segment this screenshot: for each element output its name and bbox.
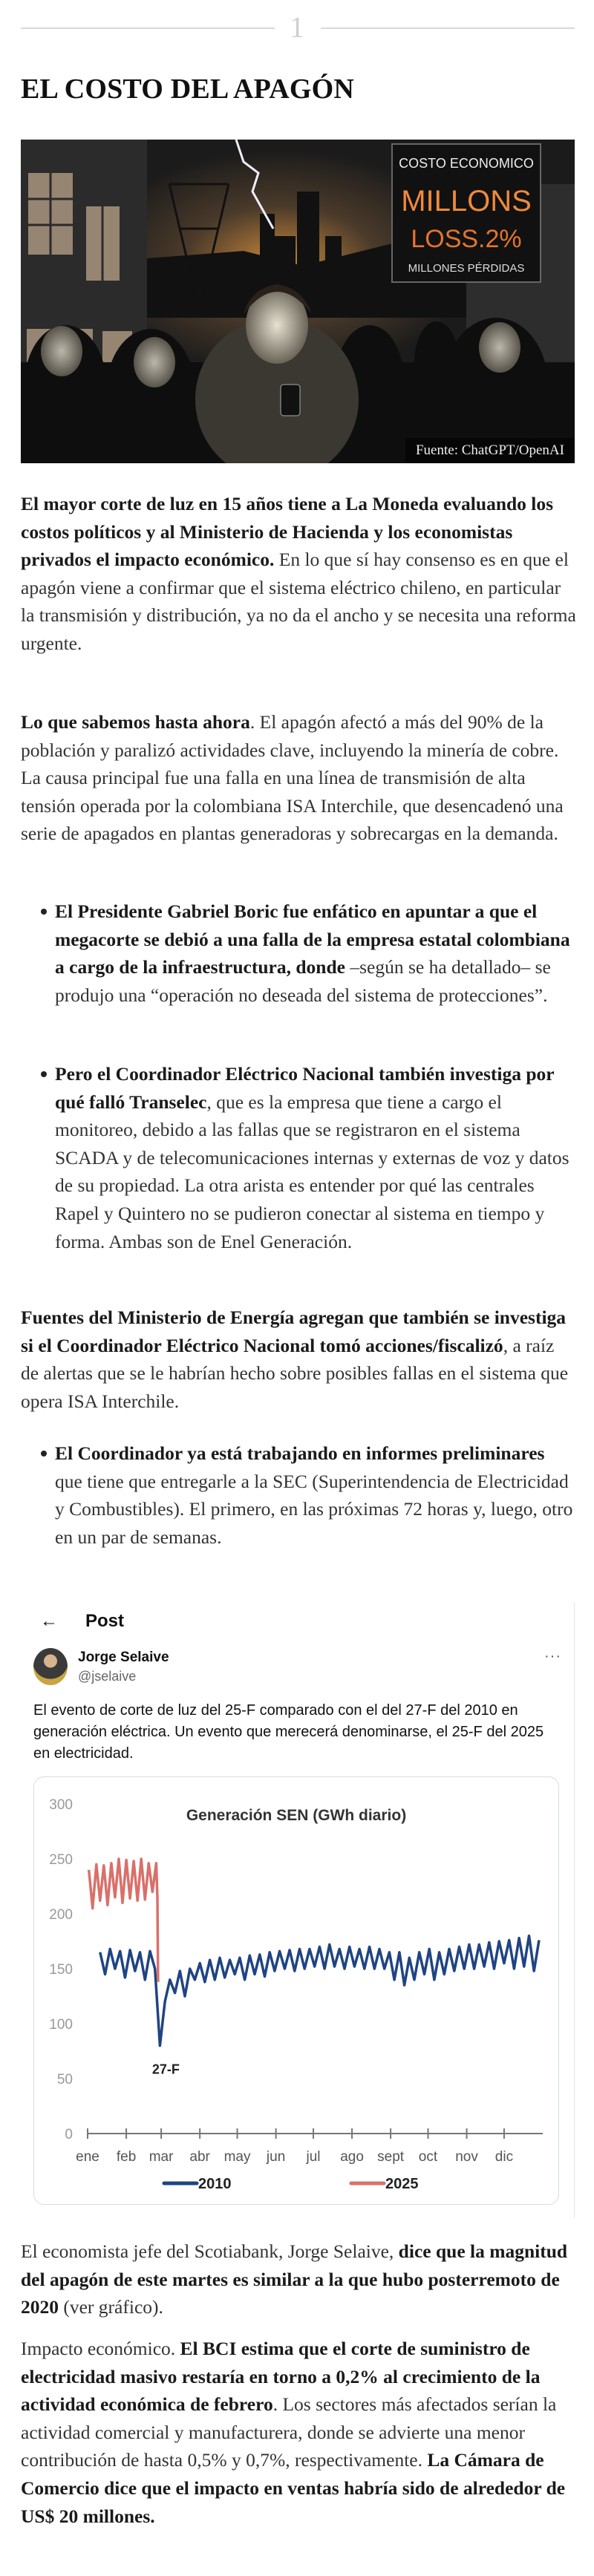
bullet-boric [55, 898, 575, 1009]
ministry-bold: Fuentes del Ministerio de Energía agregan que también se investiga si el Coordinador Eléctrico Nacional tomó acciones/fiscalizó [21, 1307, 567, 1356]
annotation-label: 27-F [151, 2062, 180, 2077]
x-tick-label: mar [148, 2149, 174, 2165]
section-number: 1 [290, 10, 304, 44]
sign-line-2: LOSS.2% [411, 225, 522, 253]
y-tick-label: 150 [49, 1962, 73, 1978]
selaive-bold: dice que la magnitud del apagón de este martes es similar a la que hubo posterremoto de 2020 [21, 2240, 568, 2318]
x-tick-label: sept [377, 2149, 405, 2165]
sign-line-3: MILLONES PÉRDIDAS [408, 262, 525, 275]
x-tick-label: jun [266, 2149, 286, 2165]
paragraph-ministry [21, 1304, 576, 1415]
x-tick-label: may [223, 2149, 251, 2165]
x-tick-label: ago [340, 2149, 364, 2165]
selaive-text-2: (ver gráfico). [59, 2296, 163, 2318]
y-tick-label: 0 [65, 2127, 73, 2142]
chart-title: Generación SEN (GWh diario) [186, 1807, 407, 1824]
y-tick-label: 50 [56, 2072, 73, 2088]
x-tick-label: feb [116, 2149, 137, 2165]
chart-card[interactable] [33, 1776, 559, 2205]
bullet-transelec-text: , que es la empresa que tiene a cargo el monitoreo, debido a las fallas que se registraron en el sistema SCADA y de telecomunicaciones internas y externas de voz y datos de su propiedad. La otra arista es entender por qué las centrales Rapel y Quintero no se pudieron conectar al sistema en tiempo y forma. Ambas son de Enel Generación. [55, 1091, 569, 1252]
what-we-know-text: . El apagón afectó a más del 90% de la población y paralizó actividades clave, incluyendo la minería de cobre. La causa principal fue una falla en una línea de transmisión de alta tensión operada por la colombiana ISA Interchile, que desencadenó una serie de apagados en plantas generadoras y sobrecargas en la demanda. [21, 711, 564, 845]
bullet-boric-text: –según se ha detallado– se produjo una “operación no deseada del sistema de protecciones”. [55, 956, 551, 1006]
bullet-coordinador [55, 1439, 575, 1551]
selaive-text: El economista jefe del Scotiabank, Jorge Selaive, [21, 2240, 399, 2262]
y-tick-label: 200 [49, 1907, 73, 1923]
image-caption: Fuente: ChatGPT/OpenAI [405, 438, 575, 463]
y-tick-label: 250 [49, 1852, 73, 1868]
bullet-transelec-bold: Pero el Coordinador Eléctrico Nacional también investiga por qué falló Transelec [55, 1063, 555, 1113]
what-we-know-bold: Lo que sabemos hasta ahora [21, 711, 250, 733]
more-options-icon[interactable]: ··· [544, 1648, 561, 1664]
bullet-boric-bold: El Presidente Gabriel Boric fue enfático en apuntar a que el megacorte se debió a una falla de la empresa estatal colombiana a cargo de la infraestructura, donde [55, 900, 570, 978]
avatar[interactable] [33, 1648, 68, 1685]
impact-bold: El BCI estima que el corte de suministro de electricidad masivo restaría en torno a 0,2% al crecimiento de la actividad económica de febrero [21, 2338, 541, 2416]
y-tick-label: 100 [49, 2017, 73, 2033]
bullet-transelec [55, 1060, 575, 1255]
article-title: EL COSTO DEL APAGÓN [21, 73, 355, 105]
paragraph-intro [21, 490, 576, 658]
post-text: El evento de corte de luz del 25-F comparado con el del 27-F del 2010 en generación eléctrica. Un evento que merecerá denominarse, el 25-F del 2025 en electricidad. [33, 1702, 544, 1762]
bullet-coordinador-text: que tiene que entregarle a la SEC (Superintendencia de Electricidad y Combustibles). El primero, en las próximas 72 horas y, luego, otro en un par de semanas. [55, 1470, 573, 1548]
intro-bold: El mayor corte de luz en 15 años tiene a La Moneda evaluando los costos políticos y al Ministerio de Hacienda y los economistas privados el impacto económico. [21, 493, 554, 571]
author-name[interactable]: Jorge Selaive [78, 1650, 169, 1665]
series-line-2010 [100, 1936, 539, 2046]
intro-text: En lo que sí hay consenso es en que el apagón viene a confirmar que el sistema eléctrico chileno, en particular la transmisión y distribución, ya no da el ancho y se necesita una reforma urgente. [21, 549, 576, 654]
impact-text-2: . Los sectores más afectados serían la actividad comercial y manufacturera, donde se advierte una menor contribución de hasta 0,5% y 0,7%, respectivamente. [21, 2393, 557, 2471]
back-arrow-icon[interactable]: ← [40, 1611, 58, 1631]
sign-line-1: MILLONS [401, 185, 532, 218]
x-tick-label: nov [455, 2149, 478, 2165]
hero-image [21, 140, 575, 463]
paragraph-impact [21, 2335, 576, 2530]
paragraph-selaive [21, 2237, 576, 2321]
ministry-text: , a raíz de alertas que se le habrían hecho sobre posibles fallas en el sistema que opera ISA Interchile. [21, 1334, 569, 1412]
x-tick-label: dic [495, 2149, 514, 2165]
author-handle[interactable]: @jselaive [78, 1669, 137, 1684]
x-tick-label: ene [76, 2149, 99, 2165]
blackout-illustration [21, 140, 575, 463]
section-divider-right [321, 27, 575, 29]
impact-text: Impacto económico. [21, 2338, 180, 2359]
legend-label-2010: 2010 [198, 2176, 232, 2192]
sign-title: COSTO ECONOMICO [399, 156, 534, 171]
bullet-coordinador-bold: El Coordinador ya está trabajando en informes preliminares [55, 1442, 545, 1464]
generation-chart [34, 1777, 558, 2204]
legend-label-2025: 2025 [385, 2176, 419, 2192]
x-tick-label: abr [189, 2149, 210, 2165]
paragraph-what-we-know [21, 708, 576, 848]
section-divider-left [21, 27, 275, 29]
impact-bold-2: La Cámara de Comercio dice que el impacto en ventas habría sido de alrededor de US$ 20 millones. [21, 2449, 566, 2527]
embedded-post [21, 1602, 575, 2218]
post-header: Post [85, 1611, 125, 1631]
x-tick-label: jul [306, 2149, 321, 2165]
x-tick-label: oct [418, 2149, 438, 2165]
y-tick-label: 300 [49, 1797, 73, 1813]
